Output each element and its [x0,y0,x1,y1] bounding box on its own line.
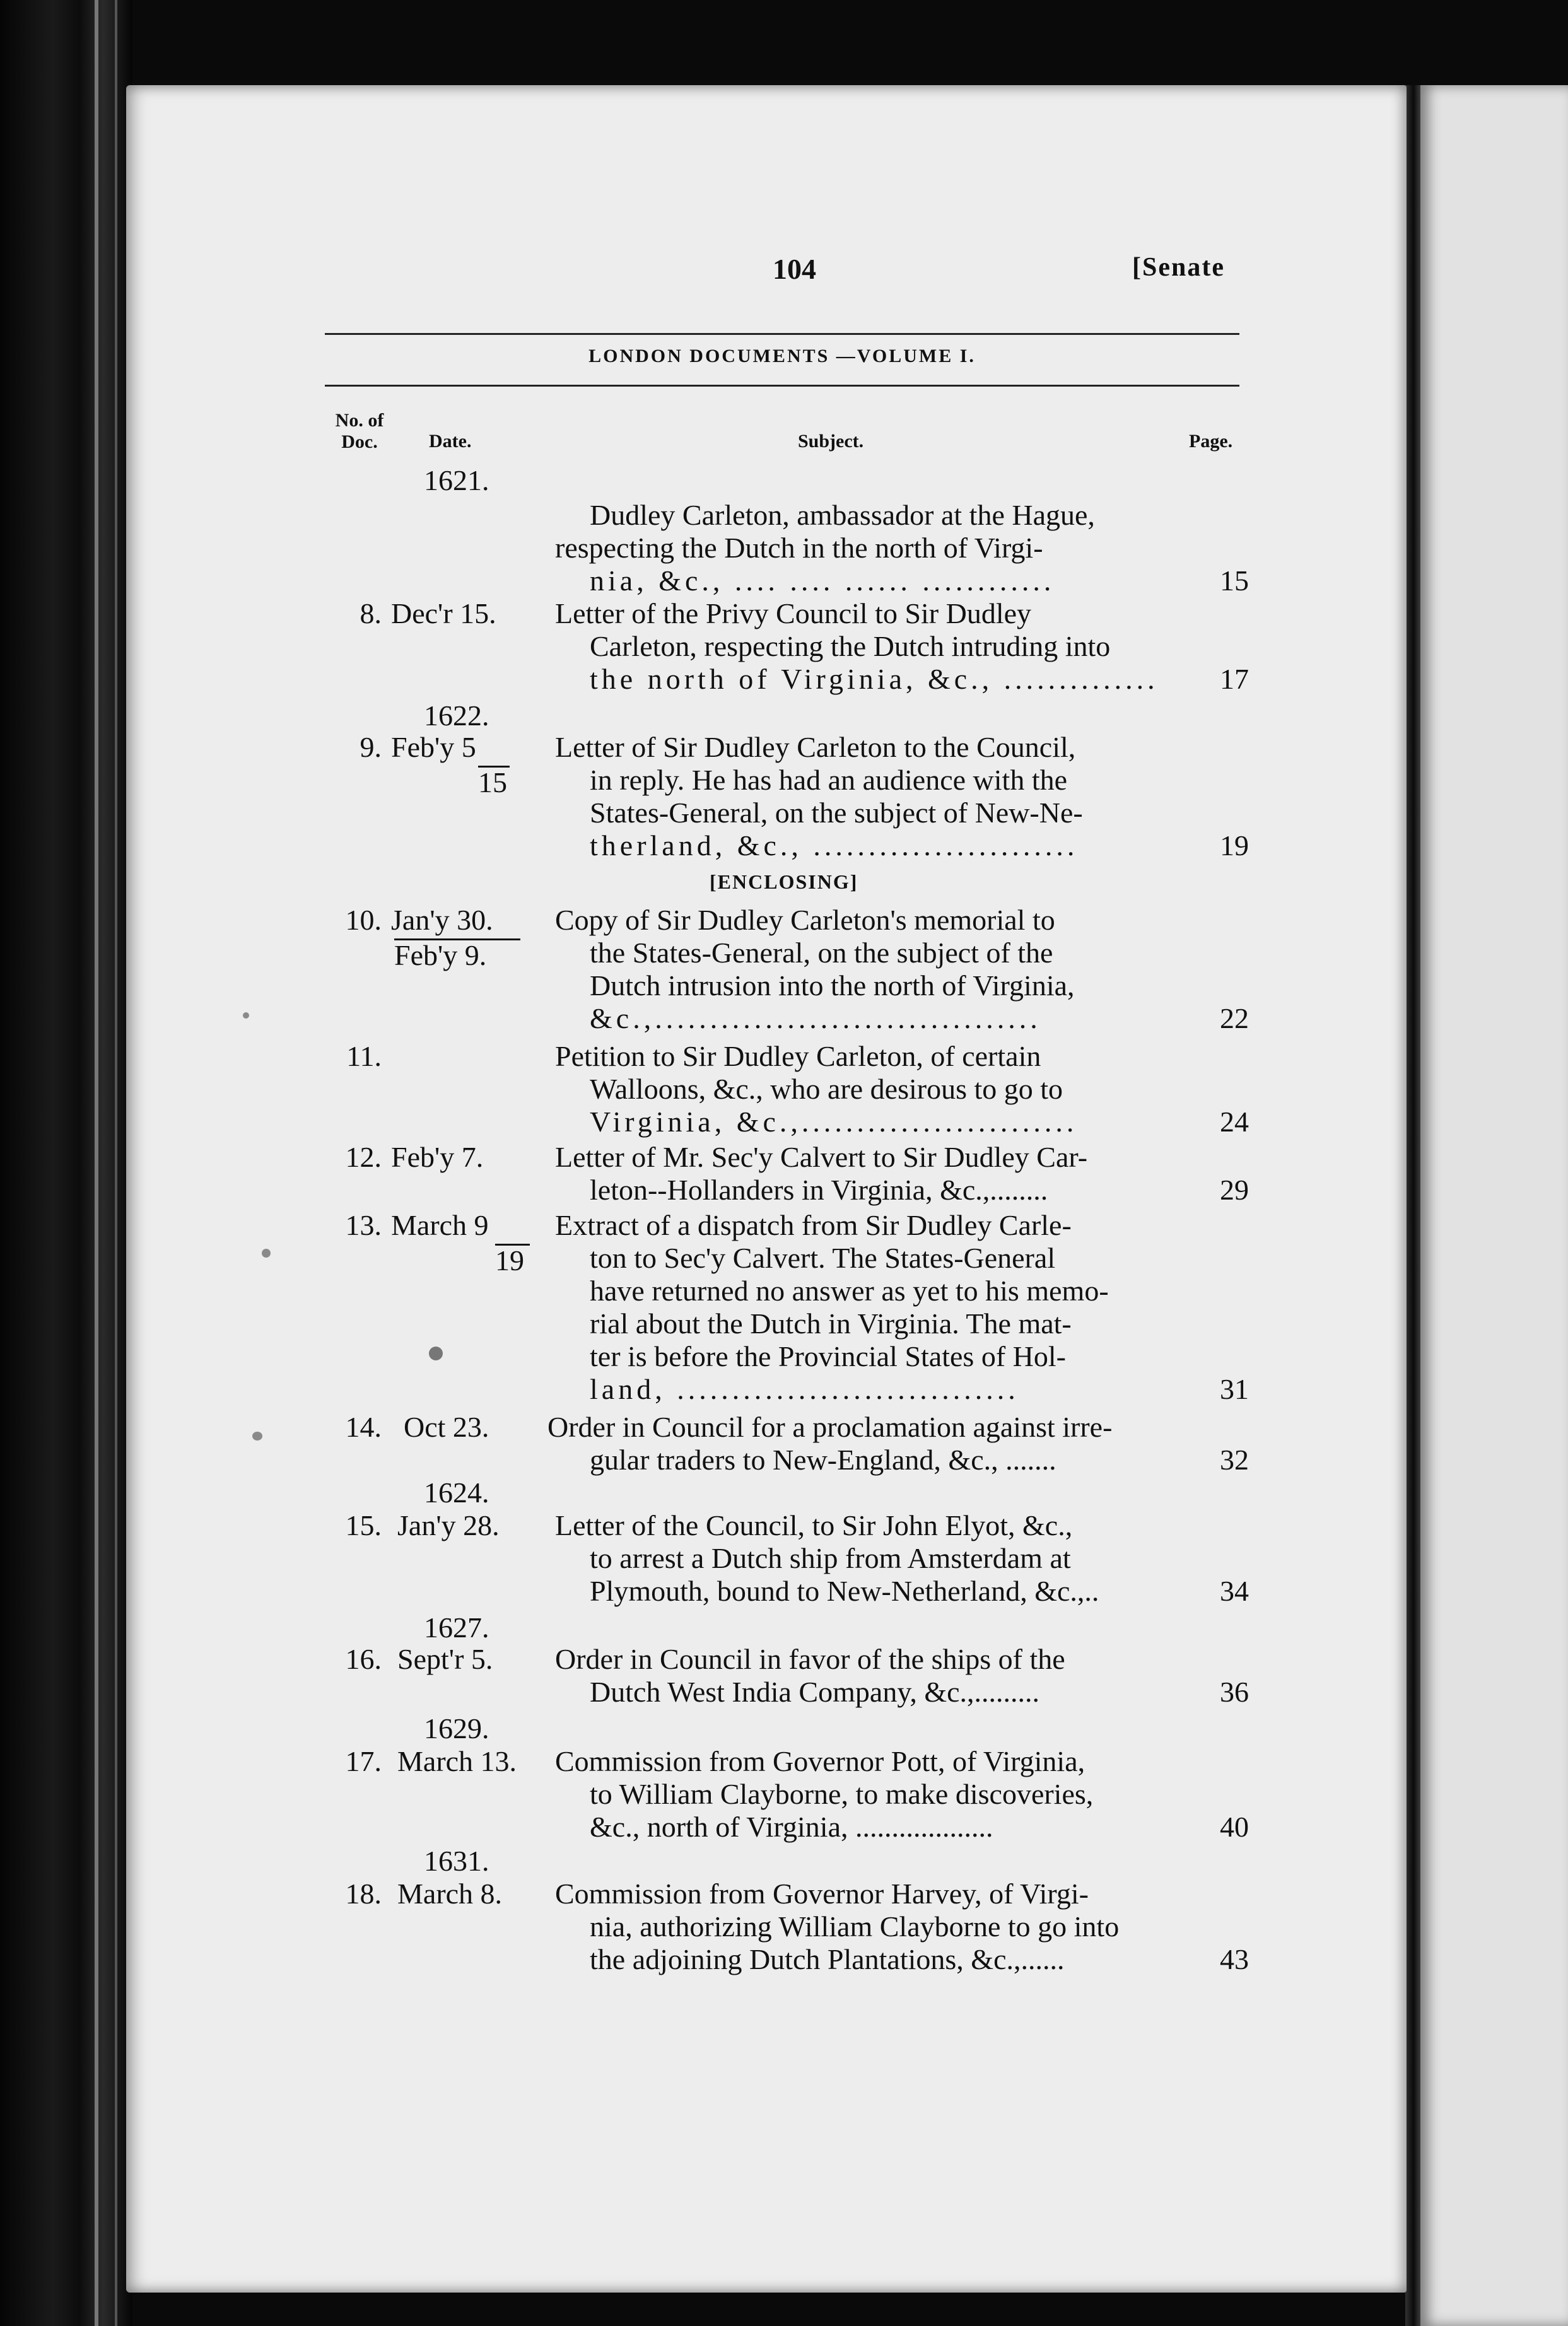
doc-number: 16. [345,1643,382,1675]
entry-text-line: therland, &c., ........................ [590,829,1079,862]
entry-date: Sept'r 5. [397,1643,493,1675]
entry-date: March 13. [397,1745,517,1777]
entry-text-line: Plymouth, bound to New-Netherland, &c.,.. [590,1575,1099,1607]
entry-text-line: nia, &c., .... .... ...... ............ [590,564,1055,597]
year-heading: 1622. [424,699,489,732]
entry-text-line: &c.,................................... [590,1002,1041,1034]
entry-text-line: in reply. He has had an audience with the [590,764,1068,796]
entry-page-number: 43 [1220,1943,1249,1975]
entry-text-line: ton to Sec'y Calvert. The States-General [590,1242,1056,1274]
entry-text-line: &c., north of Virginia, ................... [590,1811,993,1843]
entry-text-line: Dutch intrusion into the north of Virginia, [590,969,1075,1002]
header-rule [325,385,1239,387]
doc-number: 13. [345,1209,382,1241]
section-header: [Senate [1132,253,1225,282]
volume-title: LONDON DOCUMENTS —VOLUME I. [588,346,976,366]
entry-page-number: 15 [1220,564,1249,597]
doc-number: 18. [345,1878,382,1910]
enclosing-label: [ENCLOSING] [710,870,858,893]
entry-text-line: Order in Council in favor of the ships of the [555,1643,1065,1675]
entry-text-line: Commission from Governor Pott, of Virginia, [555,1745,1085,1777]
entry-text-line: to arrest a Dutch ship from Amsterdam at [590,1542,1071,1574]
book-binding [0,0,132,2326]
entry-page-number: 34 [1220,1575,1249,1607]
entry-date: Oct 23. [404,1411,489,1443]
entry-date: Feb'y 5 [391,731,476,763]
entry-date-alt: Feb'y 9. [394,939,487,971]
entry-date: Dec'r 15. [391,597,496,629]
entry-text-line: ter is before the Provincial States of Hol- [590,1340,1066,1372]
column-header-doc: Doc. [341,431,378,452]
entry-text-line: rial about the Dutch in Virginia. The mat- [590,1307,1072,1340]
year-heading: 1629. [424,1712,489,1744]
binding-edge [95,0,98,2326]
scan-speck [252,1432,262,1441]
year-heading: 1624. [424,1476,489,1509]
doc-number: 9. [360,731,382,763]
entry-page-number: 24 [1220,1106,1249,1138]
column-header-page: Page. [1189,431,1233,452]
entry-date: Jan'y 28. [397,1509,500,1541]
column-header-subject: Subject. [798,431,864,452]
entry-date: March 8. [397,1878,503,1910]
scan-speck [429,1347,443,1360]
entry-text-line: the north of Virginia, &c., .............. [590,663,1159,695]
doc-number: 15. [345,1509,382,1541]
entry-page-number: 32 [1220,1444,1249,1476]
entry-text-line: Copy of Sir Dudley Carleton's memorial to [555,904,1055,936]
column-header-date: Date. [429,431,472,452]
entry-page-number: 22 [1220,1002,1249,1034]
doc-number: 12. [345,1141,382,1173]
next-page-edge [1420,85,1568,2326]
entry-text-line: Letter of the Council, to Sir John Elyot, &c., [555,1509,1073,1541]
entry-date: March 9 [391,1209,489,1241]
year-heading: 1631. [424,1845,489,1877]
entry-text-line: Walloons, &c., who are desirous to go to [590,1073,1063,1105]
doc-number: 11. [346,1040,382,1072]
entry-date-alt: 15 [478,766,507,798]
entry-text-line: Extract of a dispatch from Sir Dudley Carle- [555,1209,1072,1241]
entry-text-line: the States-General, on the subject of the [590,937,1053,969]
entry-text-line: have returned no answer as yet to his memo- [590,1275,1109,1307]
year-heading: 1627. [424,1611,489,1644]
entry-text-line: Letter of the Privy Council to Sir Dudley [555,597,1032,629]
entry-text-line: Dutch West India Company, &c.,......... [590,1676,1040,1708]
column-header-doc-number [325,410,394,453]
entry-date-alt: 19 [495,1244,524,1277]
entry-text-line: to William Clayborne, to make discoveries, [590,1778,1094,1810]
entry-page-number: 31 [1220,1373,1249,1405]
entry-text-line: land, ............................... [590,1373,1019,1405]
entry-page-number: 36 [1220,1676,1249,1708]
entry-page-number: 17 [1220,663,1249,695]
page-gutter [1405,85,1422,2326]
entry-text-line: gular traders to New-England, &c., ....... [590,1444,1056,1476]
header-rule [325,333,1239,335]
entry-text-line: Order in Council for a proclamation against irre- [547,1411,1113,1443]
doc-number: 10. [345,904,382,936]
entry-page-number: 19 [1220,829,1249,862]
entry-text-line: States-General, on the subject of New-Ne- [590,797,1083,829]
entry-text-line: nia, authorizing William Clayborne to go into [590,1910,1120,1943]
doc-number: 8. [360,597,382,629]
entry-text-line: Carleton, respecting the Dutch intruding into [590,630,1111,662]
entry-text-line: Commission from Governor Harvey, of Virgi- [555,1878,1089,1910]
entry-page-number: 29 [1220,1174,1249,1206]
column-header-no-of: No. of [335,410,384,431]
doc-number: 17. [345,1745,382,1777]
entry-text-line: Petition to Sir Dudley Carleton, of certain [555,1040,1041,1072]
year-heading: 1621. [424,464,489,496]
binding-edge [115,0,117,2326]
doc-number: 14. [345,1411,382,1443]
entry-date: Feb'y 7. [391,1141,484,1173]
entry-text-line: respecting the Dutch in the north of Virgi- [555,532,1043,564]
entry-text-line: Letter of Mr. Sec'y Calvert to Sir Dudley Car- [555,1141,1088,1173]
entry-text-line: leton--Hollanders in Virginia, &c.,........ [590,1174,1048,1206]
scan-speck [243,1012,249,1019]
entry-date: Jan'y 30. [391,904,493,936]
entry-page-number: 40 [1220,1811,1249,1843]
entry-text-line: Letter of Sir Dudley Carleton to the Council, [555,731,1076,763]
scan-speck [262,1249,271,1258]
entry-text-line: the adjoining Dutch Plantations, &c.,...... [590,1943,1065,1975]
page-number: 104 [773,253,816,285]
entry-text-line: Virginia, &c.,......................... [590,1106,1078,1138]
entry-text-line: Dudley Carleton, ambassador at the Hague, [590,499,1095,531]
